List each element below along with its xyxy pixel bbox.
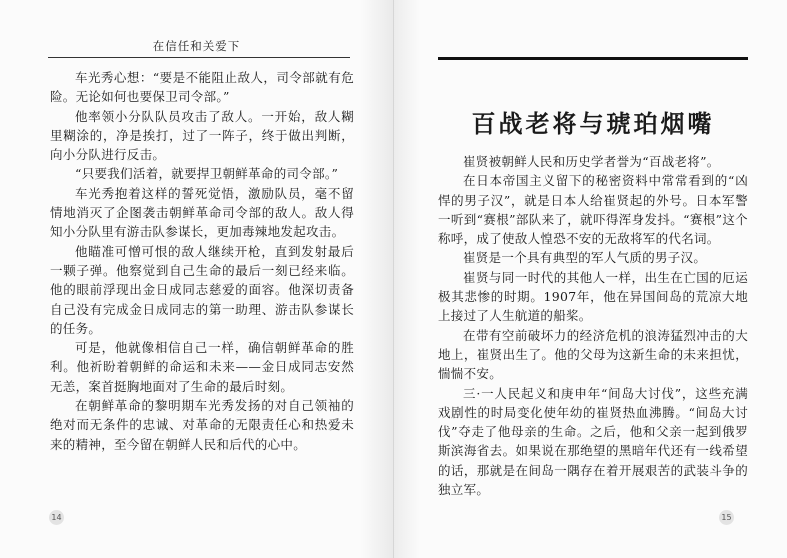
chapter-title: 百战老将与琥珀烟嘴 bbox=[471, 109, 715, 138]
paragraph: 他瞄准可憎可恨的敌人继续开枪，直到发射最后一颗子弹。他察觉到自己生命的最后一刻已经来临。他的眼前浮现出金日成同志慈爱的面容。他深切责备自己没有完成金日成同志的第一助理、游击队参谋长的任务。 bbox=[50, 243, 354, 336]
paragraph: 车光秀心想：“要是不能阻止敌人，司令部就有危险。无论如何也要保卫司令部。” bbox=[50, 70, 354, 105]
paragraph: 在带有空前破坏力的经济危机的浪涛猛烈冲击的大地上，崔贤出生了。他的父母为这新生命的未来担忧，惴惴不安。 bbox=[438, 327, 748, 382]
paragraph: 崔贤被朝鲜人民和历史学者誉为“百战老将”。 bbox=[463, 154, 720, 169]
header-rule bbox=[48, 57, 350, 58]
right-body-text bbox=[438, 152, 748, 499]
page-number: 14 bbox=[49, 510, 64, 525]
paragraph: 在日本帝国主义留下的秘密资料中常常看到的“凶悍的男子汉”，就是日本人给崔贤起的外号。日本军警一听到“赛根”部队来了，就吓得浑身发抖。“赛根”这个称呼，成了使敌人惶恐不安的无敌将军的代名词。 bbox=[438, 173, 748, 247]
paragraph: 三·一人民起义和庚申年“间岛大讨伐”，这些充满戏剧性的时局变化使年幼的崔贤热血沸腾。“间岛大讨伐”夺走了他母亲的生命。之后，他和父亲一起到俄罗斯滨海省去。如果说在那绝望的黑暗年代还有一线希望的话，那就是在间岛一隅存在着开展艰苦的武装斗争的独立军。 bbox=[438, 385, 748, 498]
paragraph: 他率领小分队队员攻击了敌人。一开始，敌人糊里糊涂的，净是挨打，过了一阵子，终于做出判断，向小分队进行反击。 bbox=[50, 108, 354, 163]
paragraph: “只要我们活着，就要捍卫朝鲜革命的司令部。” bbox=[75, 166, 339, 182]
running-head: 在信任和关爱下 bbox=[152, 39, 241, 53]
page-number: 15 bbox=[719, 510, 734, 525]
gutter-shadow bbox=[394, 0, 420, 558]
paragraph: 车光秀抱着这样的誓死觉悟，激励队员，毫不留情地消灭了企图袭击朝鲜革命司令部的敌人。敌人得知小分队里有游击队参谋长，更加毒辣地发起攻击。 bbox=[50, 185, 354, 240]
paragraph: 崔贤与同一时代的其他人一样，出生在亡国的厄运极其悲惨的时期。1907年，他在异国间岛的荒凉大地上接过了人生航道的船桨。 bbox=[438, 269, 748, 324]
left-body-text bbox=[50, 68, 354, 454]
chapter-top-rule bbox=[438, 57, 748, 60]
left-page bbox=[0, 0, 393, 558]
paragraph: 可是，他就像相信自己一样，确信朝鲜革命的胜利。他祈盼着朝鲜的命运和未来——金日成同志安然无恙，案首挺胸地面对了生命的最后时刻。 bbox=[50, 340, 354, 394]
right-page bbox=[394, 0, 787, 558]
gutter-shadow bbox=[360, 0, 393, 558]
paragraph: 崔贤是一个具有典型的军人气质的男子汉。 bbox=[463, 250, 707, 266]
paragraph: 在朝鲜革命的黎明期车光秀发扬的对自己领袖的绝对而无条件的忠诚、对革命的无限责任心和热爱未来的精神，至今留在朝鲜人民和后代的心中。 bbox=[50, 398, 354, 452]
